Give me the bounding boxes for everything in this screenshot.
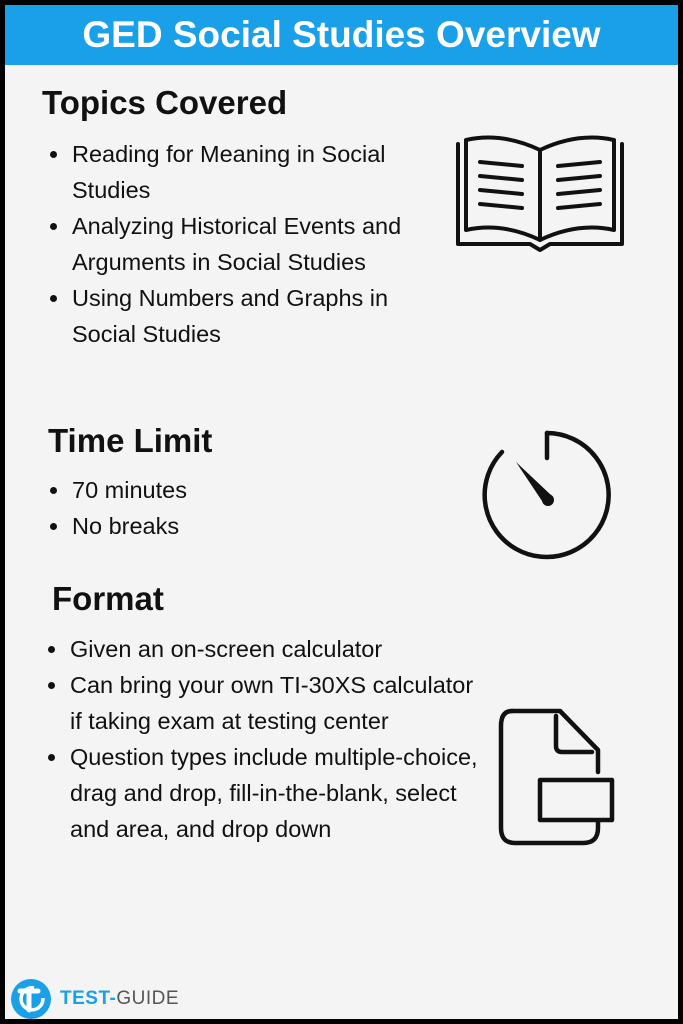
list-item: 70 minutes xyxy=(72,472,432,508)
logo-test-text: TEST xyxy=(60,988,110,1009)
logo-text xyxy=(60,988,179,1010)
topics-list xyxy=(46,136,432,352)
list-item: Question types include multiple-choice, drag and drop, fill-in-the-blank, select and area, and drop down xyxy=(70,739,480,847)
format-heading: Format xyxy=(52,580,164,617)
test-guide-logo xyxy=(10,976,179,1022)
list-item: Using Numbers and Graphs in Social Studies xyxy=(72,280,432,352)
list-item: Can bring your own TI-30XS calculator if taking exam at testing center xyxy=(70,667,480,739)
list-item: Analyzing Historical Events and Arguments in Social Studies xyxy=(72,208,432,280)
list-item: No breaks xyxy=(72,508,432,544)
logo-guide-text: GUIDE xyxy=(116,988,180,1009)
topics-heading: Topics Covered xyxy=(42,84,288,121)
open-book-icon xyxy=(450,134,630,252)
format-list xyxy=(44,631,480,847)
stopwatch-icon xyxy=(480,428,616,562)
document-icon xyxy=(496,706,618,848)
test-guide-logo-icon xyxy=(10,978,52,1020)
list-item: Reading for Meaning in Social Studies xyxy=(72,136,432,208)
time-list xyxy=(46,472,432,544)
time-heading: Time Limit xyxy=(48,422,213,459)
list-item: Given an on-screen calculator xyxy=(70,631,480,667)
logo-separator: - xyxy=(109,988,117,1009)
page-title: GED Social Studies Overview xyxy=(5,5,678,65)
